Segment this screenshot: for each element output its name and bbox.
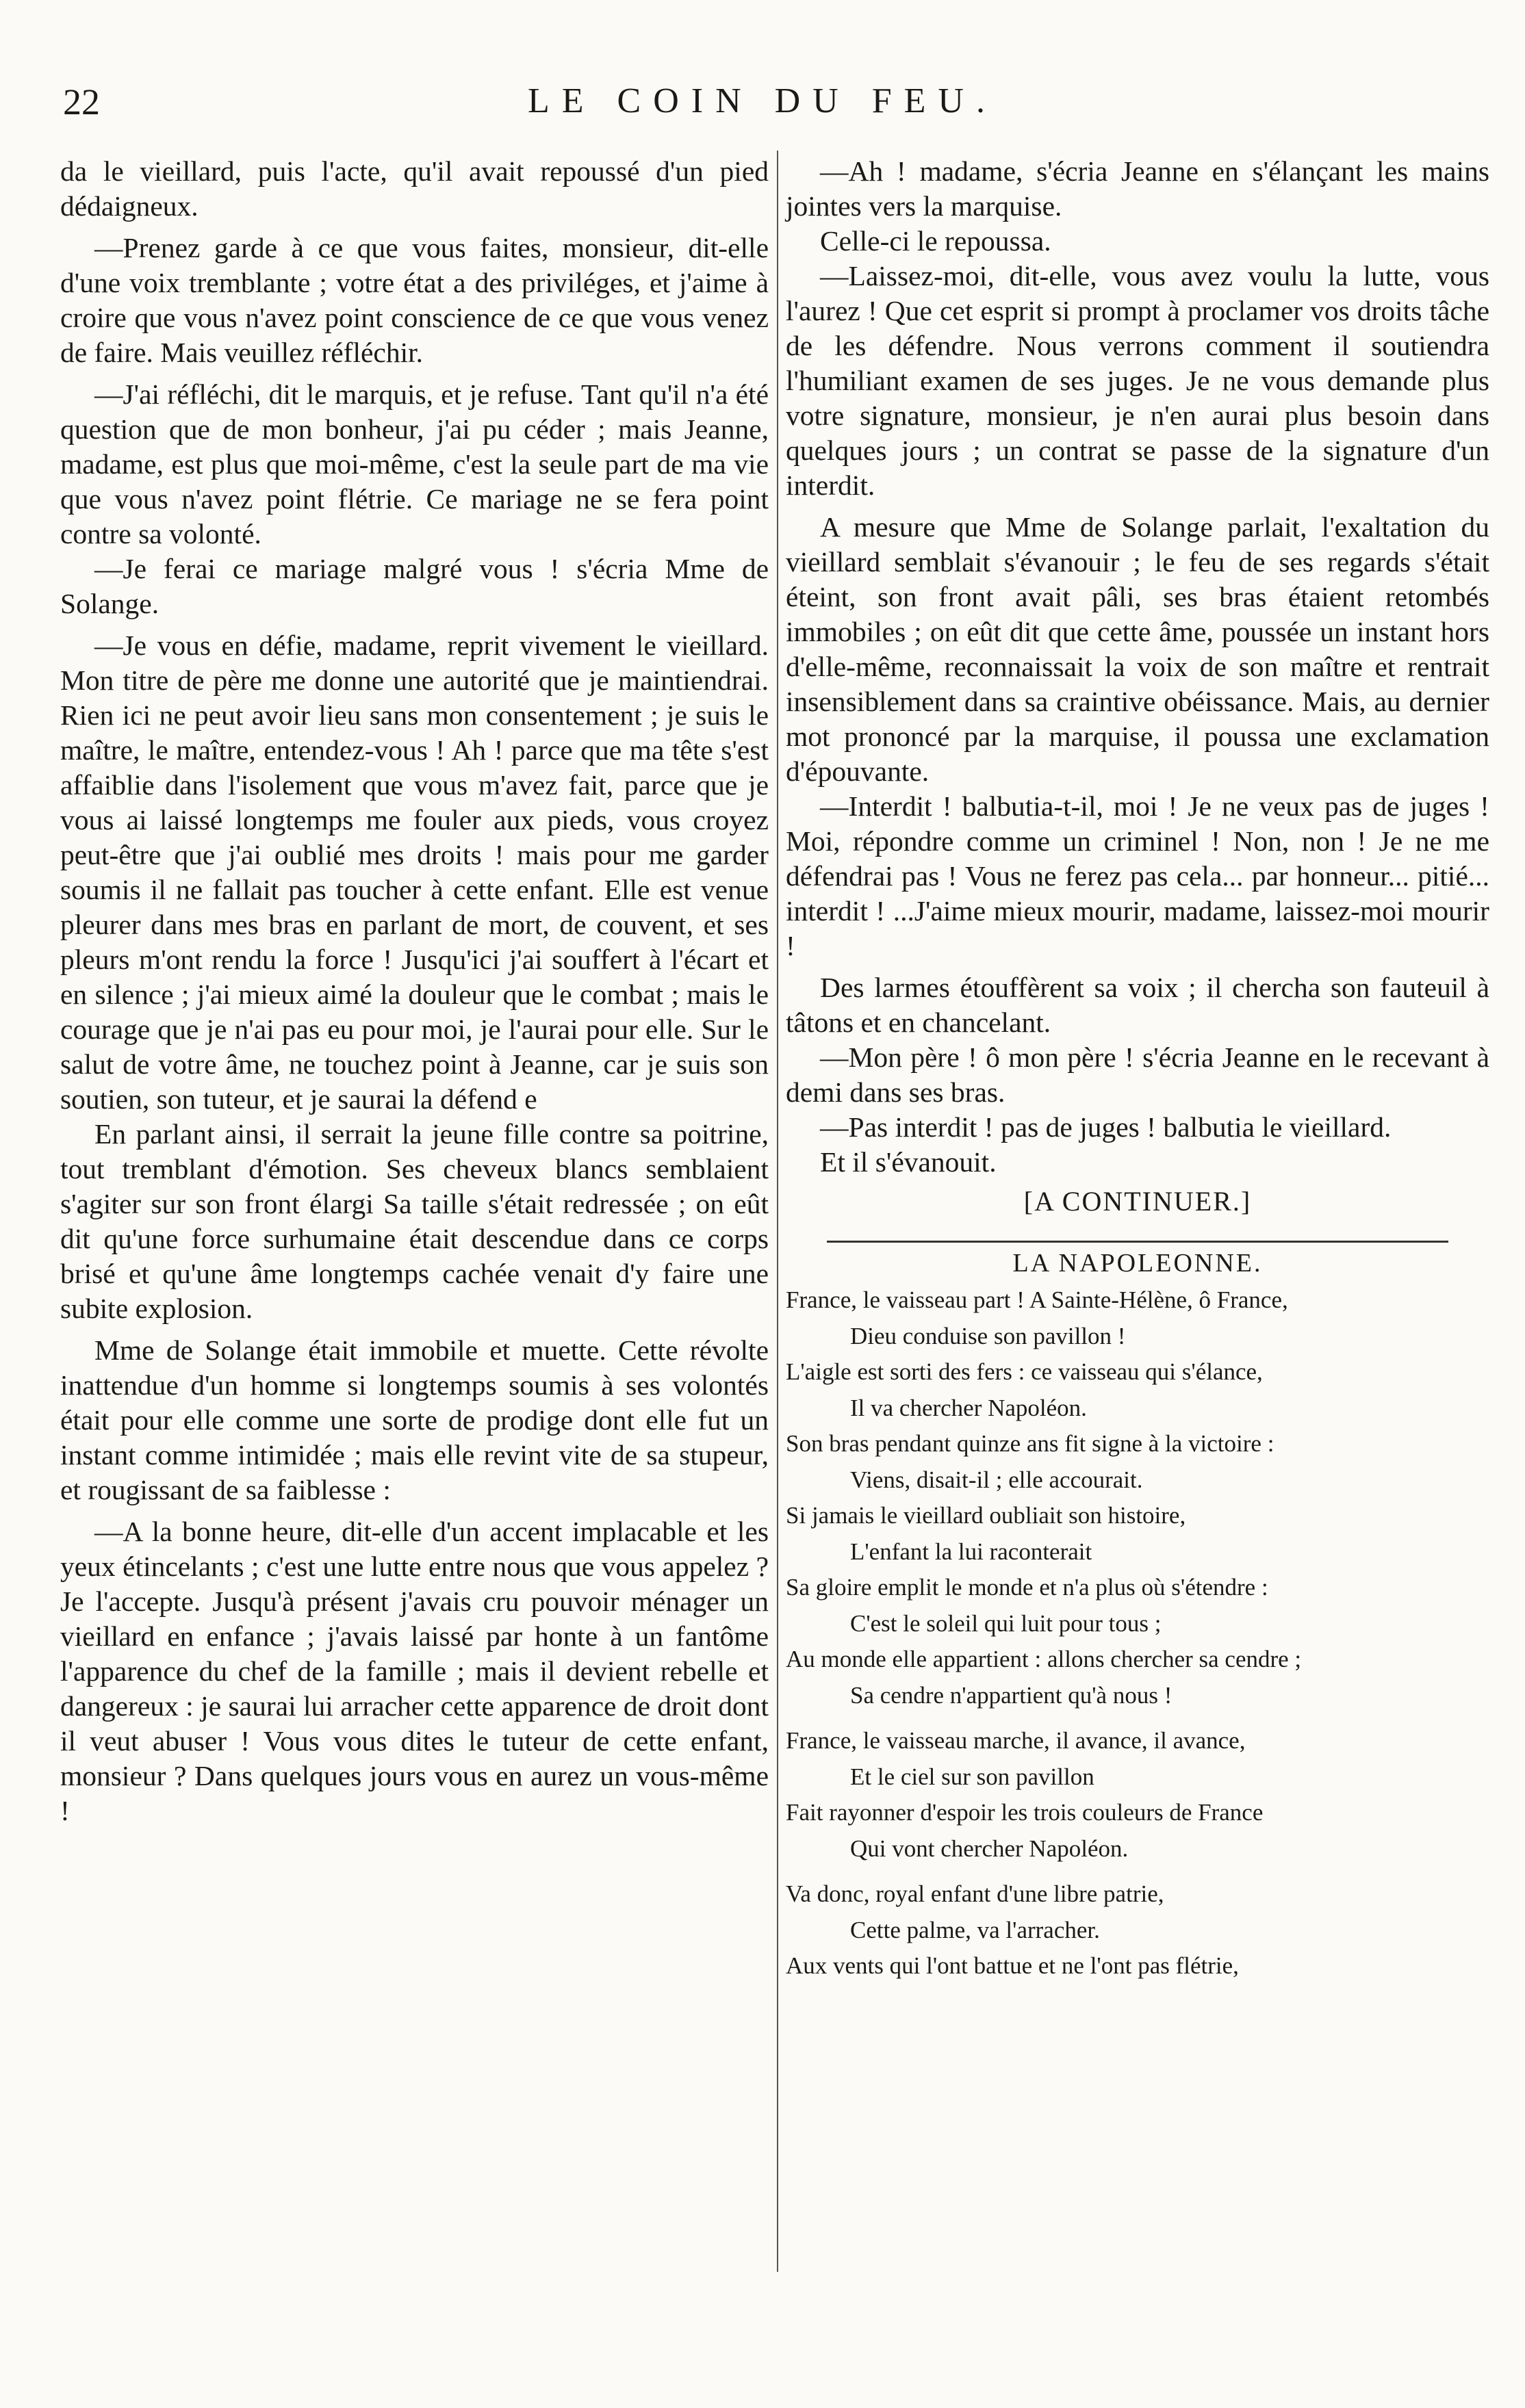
poem-verse: France, le vaisseau part ! A Sainte-Hélène, ô France,: [786, 1286, 1288, 1313]
poem-verse: Qui vont chercher Napoléon.: [850, 1835, 1129, 1862]
paragraph: da le vieillard, puis l'acte, qu'il avait repoussé d'un pied dédaigneux.: [60, 155, 769, 222]
poem-stanza: [786, 1282, 1489, 1713]
poem-verse: France, le vaisseau marche, il avance, il avance,: [786, 1727, 1246, 1754]
paragraph: Des larmes étouffèrent sa voix ; il chercha son fauteuil à tâtons et en chancelant.: [786, 972, 1489, 1038]
paragraph: —Mon père ! ô mon père ! s'écria Jeanne en le recevant à demi dans ses bras.: [786, 1041, 1489, 1108]
poem-verse: Aux vents qui l'ont battue et ne l'ont pas flétrie,: [786, 1952, 1239, 1979]
paragraph: —Prenez garde à ce que vous faites, monsieur, dit-elle d'une voix tremblante ; votre état a des priviléges, et j'aime à croire que vous n'avez point conscience de ce que vous venez de faire. Mais veuillez réfléchir.: [60, 232, 769, 368]
poem-verse: Et le ciel sur son pavillon: [850, 1763, 1094, 1790]
left-column: [60, 154, 769, 1828]
paragraph: —Je ferai ce mariage malgré vous ! s'écria Mme de Solange.: [60, 553, 769, 619]
column-divider: [777, 151, 778, 2272]
paragraph: —J'ai réfléchi, dit le marquis, et je refuse. Tant qu'il n'a été question que de mon bonheur, j'ai pu céder ; mais Jeanne, madame, est plus que moi-même, c'est la seule part de ma vie que vous n'avez point flétrie. Ce mariage ne se fera point contre sa volonté.: [60, 378, 769, 549]
poem: [786, 1282, 1489, 1984]
paragraph: Celle-ci le repoussa.: [820, 225, 1051, 257]
paragraph: —Ah ! madame, s'écria Jeanne en s'élançant les mains jointes vers la marquise.: [786, 155, 1489, 222]
section-divider: [827, 1241, 1448, 1243]
paragraph: —Laissez-moi, dit-elle, vous avez voulu la lutte, vous l'aurez ! Que cet esprit si prompt à proclamer vos droits tâche de les défendre. Nous verrons comment il soutiendra l'humiliant examen de ses juges. Je ne vous demande plus votre signature, monsieur, je n'en aurai plus besoin dans quelques jours ; un contrat se passe de la signature d'un interdit.: [786, 260, 1489, 501]
page-number: 22: [63, 81, 100, 122]
paragraph: Mme de Solange était immobile et muette. Cette révolte inattendue d'un homme si longtemps soumis à ses volontés était pour elle comme une sorte de prodige dont elle fut un instant comme intimidée ; mais elle revint vite de sa stupeur, et rougissant de sa faiblesse :: [60, 1334, 769, 1505]
paragraph: —A la bonne heure, dit-elle d'un accent implacable et les yeux étincelants ; c'est une lutte entre nous que vous appelez ? Je l'accepte. Jusqu'à présent j'avais cru pouvoir ménager un vieillard en enfance ; j'avais laissé par honte à un fantôme l'apparence du chef de la famille ; mais il devient rebelle et dangereux : je saurai lui arracher cette apparence de droit dont il veut abuser ! Vous vous dites le tuteur de cette enfant, monsieur ? Dans quelques jours vous en aurez un vous-même !: [60, 1516, 769, 1826]
poem-title: LA NAPOLEONNE.: [1012, 1249, 1263, 1278]
poem-verse: Sa gloire emplit le monde et n'a plus où s'étendre :: [786, 1574, 1268, 1601]
running-title: LE COIN DU FEU.: [528, 81, 997, 120]
poem-verse: Sa cendre n'appartient qu'à nous !: [850, 1681, 1172, 1709]
right-column: [786, 154, 1489, 1994]
paragraph: —Pas interdit ! pas de juges ! balbutia le vieillard.: [820, 1111, 1392, 1143]
paragraph: A mesure que Mme de Solange parlait, l'exaltation du vieillard semblait s'évanouir ; le feu de ses regards s'était éteint, son front avait pâli, ses bras étaient retombés immobiles ; on eût dit que cette âme, poussée un instant hors d'elle-même, reconnaissait la voix de son maître et rentrait insensiblement dans sa craintive obéissance. Mais, au dernier mot prononcé par la marquise, il poussa une exclamation d'épouvante.: [786, 511, 1489, 787]
poem-verse: Si jamais le vieillard oubliait son histoire,: [786, 1502, 1186, 1529]
paragraph: —Je vous en défie, madame, reprit vivement le vieillard. Mon titre de père me donne une autorité que je maintiendrai. Rien ici ne peut avoir lieu sans mon consentement ; je suis le maître, le maître, entendez-vous ! Ah ! parce que ma tête s'est affaiblie dans l'isolement que vous m'avez fait, parce que je vous ai laissé longtemps me fouler aux pieds, vous croyez peut-être que j'ai oublié mes droits ! mais pour me garder soumis il ne fallait pas toucher à cette enfant. Elle est venue pleurer dans mes bras en parlant de mort, de couvent, et ses pleurs m'ont rendu la force ! Jusqu'ici j'ai souffert à l'écart et en silence ; j'ai mieux aimé la douleur que le combat ; mais le courage que je n'ai pas eu pour moi, je l'aurai pour elle. Sur le salut de votre âme, ne touchez point à Jeanne, car je suis son soutien, son tuteur, et je saurai la défend e: [60, 630, 769, 1115]
poem-verse: L'aigle est sorti des fers : ce vaisseau qui s'élance,: [786, 1358, 1263, 1385]
paragraph: Et il s'évanouit.: [820, 1146, 997, 1178]
poem-verse: Son bras pendant quinze ans fit signe à la victoire :: [786, 1430, 1274, 1457]
poem-verse: Dieu conduise son pavillon !: [850, 1322, 1126, 1349]
paragraph: —Interdit ! balbutia-t-il, moi ! Je ne veux pas de juges ! Moi, répondre comme un criminel ! Non, non ! Je ne me défendrai pas ! Vous ne ferez pas cela... par honneur... pitié... interdit ! ...J'aime mieux mourir, madame, laissez-moi mourir !: [786, 790, 1489, 961]
poem-verse: Fait rayonner d'espoir les trois couleurs de France: [786, 1799, 1264, 1826]
page-header: [0, 68, 1525, 130]
poem-verse: Cette palme, va l'arracher.: [850, 1916, 1100, 1943]
poem-verse: Il va chercher Napoléon.: [850, 1394, 1087, 1421]
poem-verse: C'est le soleil qui luit pour tous ;: [850, 1609, 1162, 1637]
continuation-notice: [A CONTINUER.]: [1023, 1186, 1252, 1217]
poem-stanza: [786, 1723, 1489, 1867]
poem-verse: L'enfant la lui raconterait: [850, 1538, 1092, 1565]
poem-verse: Va donc, royal enfant d'une libre patrie,: [786, 1880, 1164, 1907]
poem-verse: Viens, disait-il ; elle accourait.: [850, 1466, 1143, 1493]
poem-verse: Au monde elle appartient : allons chercher sa cendre ;: [786, 1646, 1302, 1672]
paragraph: En parlant ainsi, il serrait la jeune fille contre sa poitrine, tout tremblant d'émotion. Ses cheveux blancs semblaient s'agiter sur son front élargi Sa taille s'était redressée ; on eût dit qu'une force surhumaine était descendue dans ce corps brisé et qu'une âme longtemps cachée venait d'y faire une subite explosion.: [60, 1118, 769, 1324]
poem-stanza: [786, 1876, 1489, 1984]
